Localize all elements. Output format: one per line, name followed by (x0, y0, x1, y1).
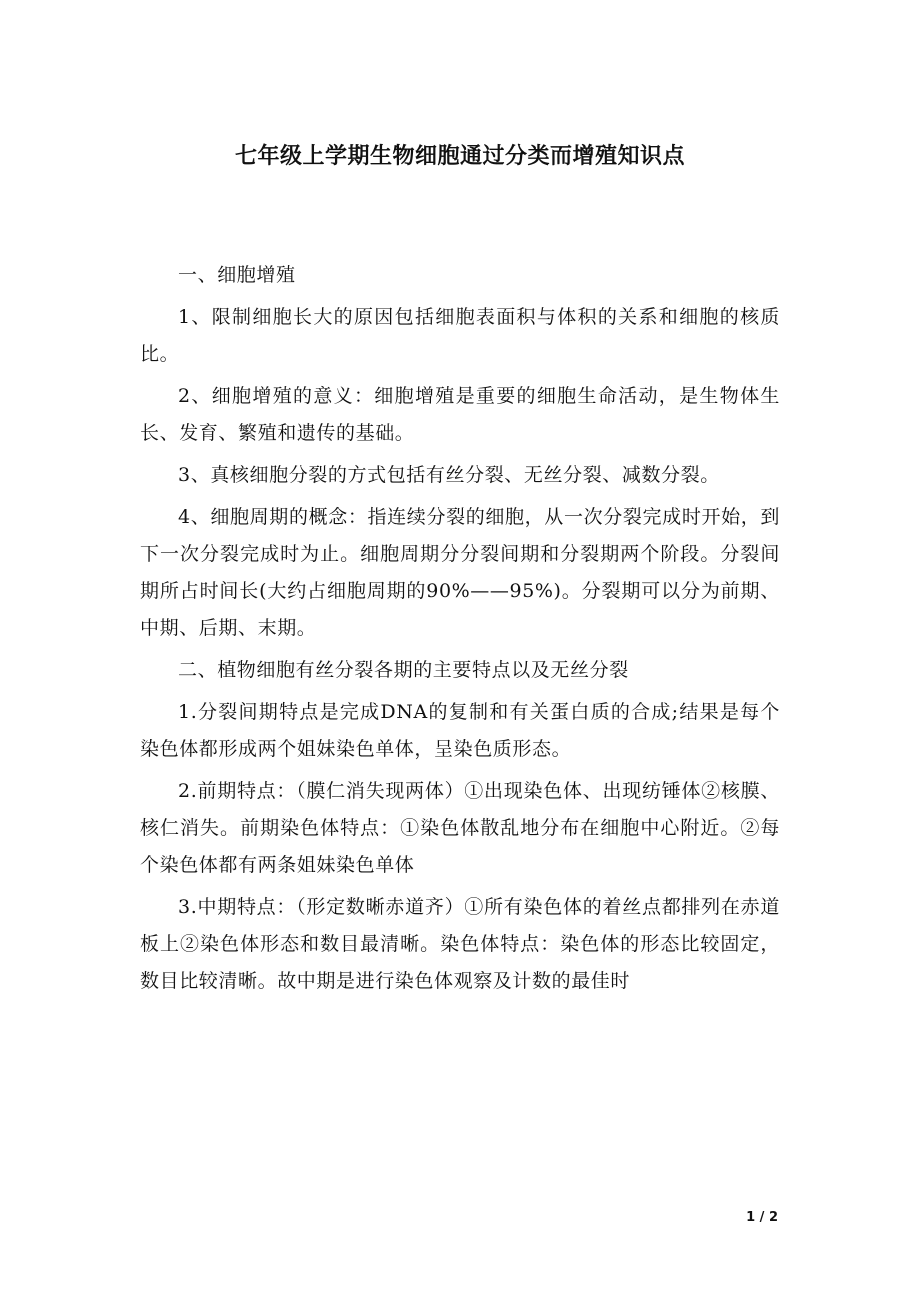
section-heading: 一、细胞增殖 (178, 264, 296, 286)
document-title: 七年级上学期生物细胞通过分类而增殖知识点 (234, 143, 685, 169)
page-number: 1 / 2 (746, 1210, 778, 1225)
paragraph: 1.分裂间期特点是完成DNA的复制和有关蛋白质的合成;结果是每个染色体都形成两个姐妹染色单体，呈染色质形态。 (140, 701, 780, 760)
paragraph: 4、细胞周期的概念：指连续分裂的细胞，从一次分裂完成时开始，到下一次分裂完成时为止。细胞周期分分裂间期和分裂期两个阶段。分裂间期所占时间长(大约占细胞周期的90%——95%)。分裂期可以分为前期、中期、后期、末期。 (140, 506, 780, 639)
paragraph: 2.前期特点：（膜仁消失现两体）①出现染色体、出现纺锤体②核膜、核仁消失。前期染色体特点：①染色体散乱地分布在细胞中心附近。②每个染色体都有两条姐妹染色单体 (140, 780, 780, 876)
paragraph: 3、真核细胞分裂的方式包括有丝分裂、无丝分裂、减数分裂。 (178, 464, 720, 486)
paragraph: 2、细胞增殖的意义：细胞增殖是重要的细胞生命活动，是生物体生长、发育、繁殖和遗传的基础。 (140, 385, 780, 444)
section-heading: 二、植物细胞有丝分裂各期的主要特点以及无丝分裂 (178, 659, 629, 681)
paragraph: 3.中期特点：（形定数晰赤道齐）①所有染色体的着丝点都排列在赤道板上②染色体形态和数目最清晰。染色体特点：染色体的形态比较固定，数目比较清晰。故中期是进行染色体观察及计数的最佳时 (140, 896, 780, 992)
paragraph: 1、限制细胞长大的原因包括细胞表面积与体积的关系和细胞的核质比。 (140, 306, 780, 365)
document-body (140, 257, 780, 1005)
